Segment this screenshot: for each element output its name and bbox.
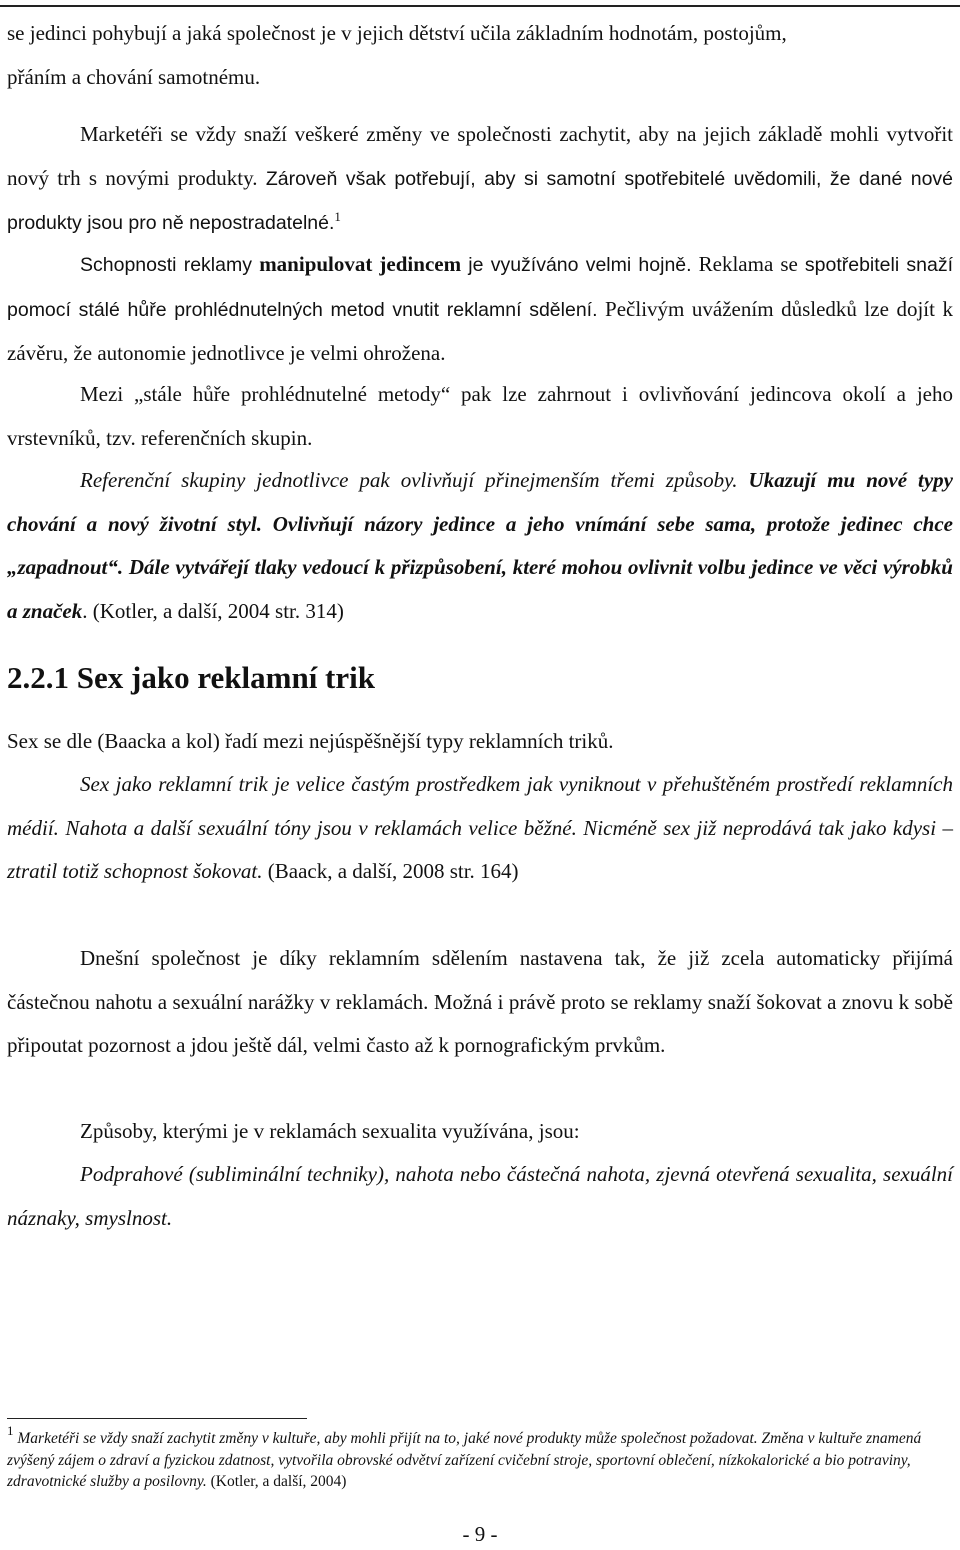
- footnote-citation: (Kotler, a další, 2004): [206, 1473, 347, 1490]
- text: Reklama se: [691, 252, 805, 276]
- text: Mezi „stále hůře prohlédnutelné metody“ pak lze zahrnout i ovlivňování jedincova okolí a jeho vrstevníků, tzv. referenčních skupin.: [7, 382, 953, 450]
- text-sans: je využíváno velmi hojně.: [461, 254, 692, 276]
- text: Pečlivým uvážením důsledků lze dojít k závěru, že autonomie jednotlivce je velmi ohrožena.: [7, 296, 953, 365]
- paragraph-manipulation: [7, 243, 953, 376]
- top-rule: [0, 5, 960, 7]
- footnote-ref[interactable]: 1: [334, 209, 341, 224]
- footnote: [7, 1423, 953, 1493]
- citation: . (Kotler, a další, 2004 str. 314): [82, 598, 344, 623]
- paragraph-continuation: [7, 12, 953, 99]
- citation: (Baack, a další, 2008 str. 164): [262, 859, 519, 883]
- line: se jedinci pohybují a jaká společnost je v jejich dětství učila základním hodnotám, postojům,: [7, 21, 787, 45]
- text-sans: Schopnosti reklamy: [80, 254, 260, 276]
- text: Způsoby, kterými je v reklamách sexualita využívána, jsou:: [80, 1119, 580, 1143]
- paragraph-sex-trick: [7, 763, 953, 894]
- text-sans: Zároveň však potřebují, aby si samotní spotřebitelé uvědomili, že dané nové produkty jsou pro ně nepostradatelné.: [7, 167, 954, 234]
- footnote-rule: [7, 1418, 307, 1419]
- line: přáním a chování samotnému.: [7, 64, 261, 89]
- footnote-text: Marketéři se vždy snaží zachytit změny v kultuře, aby mohli přijít na to, jaké nové produkty může společnost požadovat. Změna v kultuře znamená zvýšený zájem o zdraví a fyzickou zdatnost, vytvořila obrovské odvětví zařízení cvičební stroje, sportovní oblečení, nízkokalorické a bio potraviny, zdravotnické služby a posilovny.: [7, 1430, 922, 1490]
- text-bold-italic: Ukazují mu nové typy chování a nový životní styl. Ovlivňují názory jedince a jeho vnímání sebe sama, protože jedinec chce „zapadnout“. Dále vytvářejí tlaky vedoucí k přizpůsobení, které mohou ovlivnit volbu jedince ve věci výrobků a značek: [7, 468, 954, 623]
- paragraph-methods: [7, 373, 953, 460]
- text: Dnešní společnost je díky reklamním sdělením nastavena tak, že již zcela automaticky přijímá částečnou nahotu a sexuální narážky v reklamách. Možná i právě proto se reklamy snaží šokovat a znovu k sobě připoutat pozornost a jdou ještě dál, velmi často až k pornografickým prvkům.: [7, 946, 953, 1057]
- paragraph-ways: [7, 1110, 953, 1154]
- text-italic: Referenční skupiny jednotlivce pak ovlivňují přinejmenším třemi způsoby.: [80, 468, 738, 492]
- paragraph-techniques: [7, 1153, 953, 1240]
- page-number: - 9 -: [462, 1522, 498, 1546]
- paragraph-sex-intro: [7, 720, 953, 764]
- footnote-number: 1: [7, 1423, 14, 1438]
- emphasis-bold: manipulovat jedincem: [259, 252, 462, 276]
- text-sans: spotřebiteli snaží pomocí stálé hůře prohlédnutelných metod vnutit reklamní sdělení.: [7, 254, 954, 321]
- paragraph-marketers: [7, 113, 953, 246]
- text: Marketéři se vždy snaží veškeré změny ve společnosti zachytit, aby na jejich základě mohli vytvořit nový trh s novými produkty.: [7, 122, 953, 190]
- text: Sex se dle (Baacka a kol) řadí mezi nejúspěšnější typy reklamních triků.: [7, 729, 614, 753]
- paragraph-society: [7, 937, 953, 1068]
- paragraph-reference-groups: [7, 459, 953, 633]
- text-italic: Sex jako reklamní trik je velice častým prostředkem jak vyniknout v přehuštěném prostředí reklamních médií. Nahota a další sexuální tóny jsou v reklamách velice běžné. Nicméně sex již neprodává tak jako kdysi – ztratil totiž schopnost šokovat.: [7, 772, 953, 883]
- text-italic: Podprahové (subliminální techniky), nahota nebo částečná nahota, zjevná otevřená sexualita, sexuální náznaky, smyslnost.: [7, 1162, 953, 1230]
- section-heading: 2.2.1 Sex jako reklamní trik: [7, 660, 375, 695]
